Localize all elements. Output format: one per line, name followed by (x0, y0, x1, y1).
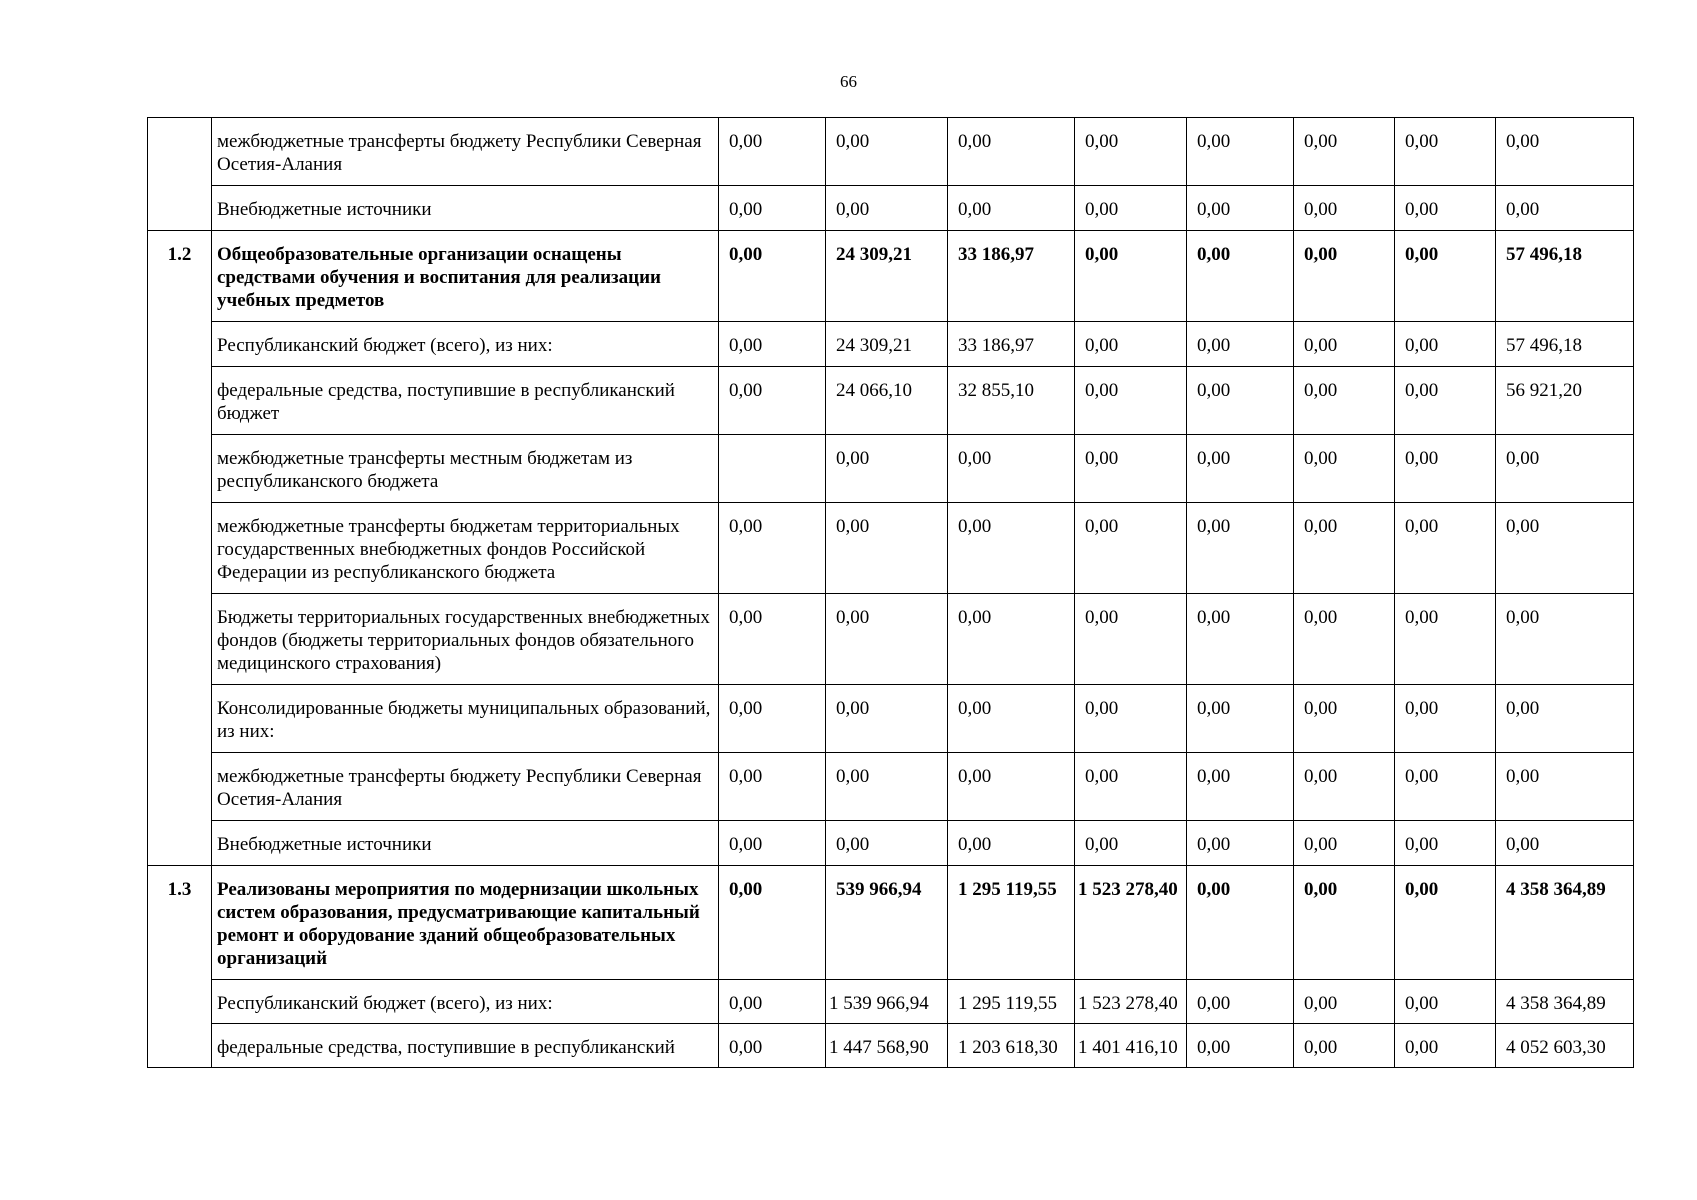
value-cell: 0,00 (1075, 231, 1187, 322)
value-cell: 0,00 (719, 685, 826, 753)
value-cell: 0,00 (948, 821, 1075, 866)
value-cell: 0,00 (1294, 821, 1395, 866)
value-cell: 0,00 (1395, 503, 1496, 594)
value-cell: 24 309,21 (826, 231, 948, 322)
value-cell: 0,00 (1395, 118, 1496, 186)
value-cell: 24 066,10 (826, 367, 948, 435)
index-cell (148, 118, 212, 231)
value-cell: 0,00 (1294, 367, 1395, 435)
value-cell: 0,00 (948, 186, 1075, 231)
index-cell: 1.3 (148, 866, 212, 1068)
value-cell: 33 186,97 (948, 322, 1075, 367)
value-cell: 0,00 (719, 322, 826, 367)
value-cell: 0,00 (1395, 753, 1496, 821)
value-cell: 0,00 (1075, 435, 1187, 503)
value-cell: 0,00 (719, 866, 826, 980)
value-cell: 0,00 (1294, 186, 1395, 231)
budget-table (147, 117, 1634, 1068)
value-cell: 0,00 (826, 685, 948, 753)
value-cell: 0,00 (1395, 1024, 1496, 1068)
row-label: Бюджеты территориальных государственных внебюджетных фондов (бюджеты территориальных фондов обязательного медицинского страхования) (212, 594, 719, 685)
value-cell: 0,00 (1075, 503, 1187, 594)
value-cell: 0,00 (948, 594, 1075, 685)
value-cell: 0,00 (719, 118, 826, 186)
value-cell: 56 921,20 (1496, 367, 1634, 435)
row-label: Общеобразовательные организации оснащены средствами обучения и воспитания для реализации учебных предметов (212, 231, 719, 322)
value-cell: 0,00 (826, 118, 948, 186)
value-cell: 0,00 (1075, 821, 1187, 866)
value-cell: 0,00 (1496, 118, 1634, 186)
value-cell: 0,00 (1187, 685, 1294, 753)
value-cell: 0,00 (1294, 866, 1395, 980)
value-cell: 0,00 (719, 821, 826, 866)
value-cell: 0,00 (1187, 594, 1294, 685)
value-cell: 0,00 (826, 594, 948, 685)
value-cell: 0,00 (1187, 1024, 1294, 1068)
value-cell: 0,00 (1395, 367, 1496, 435)
value-cell: 33 186,97 (948, 231, 1075, 322)
value-cell: 1 523 278,40 (1075, 866, 1187, 980)
value-cell: 1 447 568,90 (826, 1024, 948, 1068)
value-cell: 0,00 (1294, 322, 1395, 367)
value-cell: 0,00 (1187, 186, 1294, 231)
table-row (148, 231, 1634, 322)
index-cell: 1.2 (148, 231, 212, 866)
value-cell: 0,00 (1294, 231, 1395, 322)
table-row (148, 322, 1634, 367)
row-label: Республиканский бюджет (всего), из них: (212, 980, 719, 1024)
table-row (148, 503, 1634, 594)
value-cell: 1 203 618,30 (948, 1024, 1075, 1068)
value-cell: 57 496,18 (1496, 322, 1634, 367)
value-cell: 0,00 (1075, 118, 1187, 186)
value-cell: 0,00 (1496, 503, 1634, 594)
row-label: Республиканский бюджет (всего), из них: (212, 322, 719, 367)
table-row (148, 367, 1634, 435)
value-cell: 1 295 119,55 (948, 866, 1075, 980)
row-label: Внебюджетные источники (212, 821, 719, 866)
value-cell: 0,00 (1395, 231, 1496, 322)
value-cell: 4 358 364,89 (1496, 866, 1634, 980)
value-cell: 0,00 (719, 1024, 826, 1068)
row-label: Консолидированные бюджеты муниципальных образований, из них: (212, 685, 719, 753)
value-cell: 0,00 (1395, 685, 1496, 753)
value-cell: 539 966,94 (826, 866, 948, 980)
value-cell: 0,00 (948, 753, 1075, 821)
value-cell: 0,00 (826, 186, 948, 231)
value-cell: 0,00 (1395, 866, 1496, 980)
value-cell: 0,00 (1496, 821, 1634, 866)
value-cell: 0,00 (1294, 594, 1395, 685)
value-cell: 0,00 (948, 118, 1075, 186)
value-cell: 0,00 (1496, 594, 1634, 685)
value-cell: 0,00 (948, 503, 1075, 594)
row-label: федеральные средства, поступившие в республиканский (212, 1024, 719, 1068)
value-cell: 24 309,21 (826, 322, 948, 367)
value-cell: 0,00 (1294, 685, 1395, 753)
row-label: Реализованы мероприятия по модернизации школьных систем образования, предусматривающие капитальный ремонт и оборудование зданий общеобразовательных организаций (212, 866, 719, 980)
value-cell: 0,00 (1395, 594, 1496, 685)
value-cell: 0,00 (1496, 186, 1634, 231)
table-row (148, 594, 1634, 685)
value-cell: 0,00 (1075, 322, 1187, 367)
value-cell: 0,00 (1187, 503, 1294, 594)
value-cell: 0,00 (719, 594, 826, 685)
value-cell: 0,00 (719, 186, 826, 231)
value-cell: 0,00 (1187, 367, 1294, 435)
value-cell: 0,00 (1294, 503, 1395, 594)
value-cell: 0,00 (1496, 753, 1634, 821)
value-cell: 1 523 278,40 (1075, 980, 1187, 1024)
value-cell: 0,00 (948, 435, 1075, 503)
row-label: межбюджетные трансферты бюджетам территориальных государственных внебюджетных фондов Российской Федерации из республиканского бюджета (212, 503, 719, 594)
value-cell: 0,00 (1294, 435, 1395, 503)
value-cell: 0,00 (1294, 980, 1395, 1024)
table-row (148, 753, 1634, 821)
table-row (148, 186, 1634, 231)
value-cell: 0,00 (1294, 753, 1395, 821)
value-cell: 0,00 (1496, 435, 1634, 503)
page-number: 66 (840, 72, 857, 91)
row-label: Внебюджетные источники (212, 186, 719, 231)
value-cell: 0,00 (826, 753, 948, 821)
value-cell: 0,00 (1395, 186, 1496, 231)
table-row (148, 866, 1634, 980)
value-cell: 0,00 (1075, 367, 1187, 435)
value-cell: 0,00 (1075, 186, 1187, 231)
value-cell: 1 401 416,10 (1075, 1024, 1187, 1068)
value-cell (719, 435, 826, 503)
value-cell: 0,00 (719, 367, 826, 435)
table-row (148, 435, 1634, 503)
value-cell: 0,00 (1395, 980, 1496, 1024)
value-cell: 0,00 (1187, 118, 1294, 186)
value-cell: 0,00 (1294, 118, 1395, 186)
table-row (148, 685, 1634, 753)
value-cell: 32 855,10 (948, 367, 1075, 435)
value-cell: 1 295 119,55 (948, 980, 1075, 1024)
table-row (148, 1024, 1634, 1068)
value-cell: 0,00 (719, 231, 826, 322)
value-cell: 0,00 (1075, 594, 1187, 685)
value-cell: 0,00 (719, 503, 826, 594)
row-label: межбюджетные трансферты местным бюджетам из республиканского бюджета (212, 435, 719, 503)
value-cell: 0,00 (1395, 821, 1496, 866)
value-cell: 0,00 (1075, 685, 1187, 753)
table-row (148, 821, 1634, 866)
value-cell: 0,00 (1187, 980, 1294, 1024)
value-cell: 0,00 (1395, 435, 1496, 503)
row-label: межбюджетные трансферты бюджету Республики Северная Осетия-Алания (212, 753, 719, 821)
table-row (148, 118, 1634, 186)
value-cell: 0,00 (1075, 753, 1187, 821)
value-cell: 0,00 (1294, 1024, 1395, 1068)
value-cell: 0,00 (1187, 435, 1294, 503)
value-cell: 0,00 (1187, 753, 1294, 821)
value-cell: 0,00 (948, 685, 1075, 753)
value-cell: 0,00 (826, 435, 948, 503)
value-cell: 0,00 (1187, 231, 1294, 322)
value-cell: 1 539 966,94 (826, 980, 948, 1024)
value-cell: 0,00 (719, 980, 826, 1024)
value-cell: 0,00 (826, 503, 948, 594)
value-cell: 0,00 (826, 821, 948, 866)
value-cell: 0,00 (1187, 821, 1294, 866)
value-cell: 57 496,18 (1496, 231, 1634, 322)
value-cell: 0,00 (1496, 685, 1634, 753)
table-row (148, 980, 1634, 1024)
value-cell: 0,00 (719, 753, 826, 821)
value-cell: 0,00 (1187, 866, 1294, 980)
value-cell: 0,00 (1187, 322, 1294, 367)
value-cell: 4 052 603,30 (1496, 1024, 1634, 1068)
value-cell: 4 358 364,89 (1496, 980, 1634, 1024)
value-cell: 0,00 (1395, 322, 1496, 367)
row-label: межбюджетные трансферты бюджету Республики Северная Осетия-Алания (212, 118, 719, 186)
row-label: федеральные средства, поступившие в республиканский бюджет (212, 367, 719, 435)
